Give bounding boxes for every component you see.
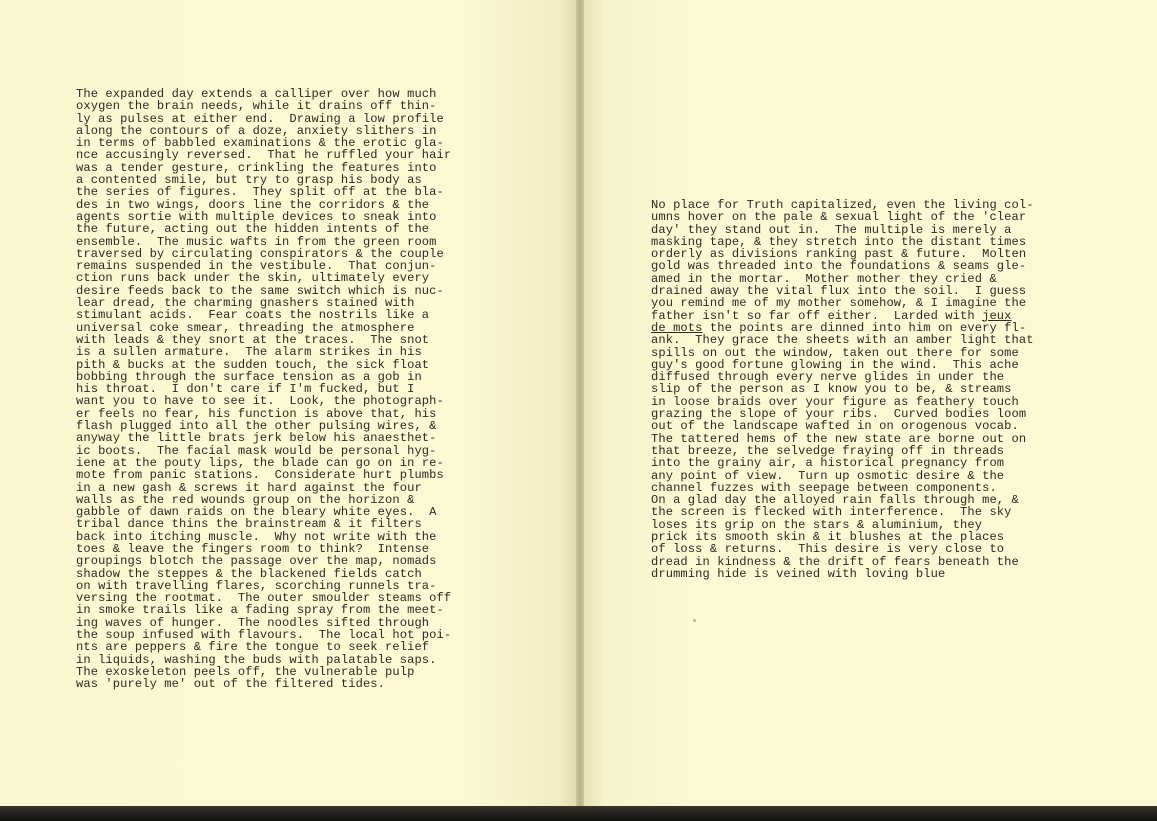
right-page: [582, 0, 1157, 808]
right-text-before: No place for Truth capitalized, even the living col- umns hover on the pale & sexual light of the 'clear day' they stand out in. The multiple is merely a masking tape, & they stretch into the distant times orderly as divisions ranking past & future. Molten gold was threaded into the foundations & seams gle- amed in the mortar. Mother mother they cried & drained away the vital flux into the soil. I guess you remind me of my mother somehow, & I imagine the: [651, 198, 1034, 311]
underlined-phrase-jeux: jeux: [982, 308, 1012, 323]
left-page-text: The expanded day extends a calliper over how much oxygen the brain needs, while it drains off thin- ly as pulses at either end. Drawing a low profile along the contours of a doze, anxiety slithers in in terms of babbled examinations & the erotic gla- nce accusingly reversed. That he ruffled your hair was a tender gesture, crinkling the features into a contented smile, but try to grasp his body as the series of figures. They split off at the bla- des in two wings, doors line the corridors & the agents sortie with multiple devices to sneak into the future, acting out the hidden intents of the ensemble. The music wafts in from the green room traversed by circulating conspirators & the couple remains suspended in the vestibule. That conjun- ction runs back under the skin, ultimately every desire feeds back to the same switch which is nuc- lear dread, the charming gnashers stained with stimulant acids. Fear coats the nostrils like a universal coke smear, threading the atmosphere with leads & they snort at the traces. The snot is a sullen armature. The alarm strikes in his pith & bucks at the sudden touch, the sick float bobbing through the surface tension as a gob in his throat. I don't care if I'm fucked, but I want you to have to see it. Look, the photograph- er feels no fear, his function is above that, his flash plugged into all the other pulsing wires, & anyway the little brats jerk below his anaesthet- ic boots. The facial mask would be personal hyg- iene at the pouty lips, the blade can go on in re- mote from panic stations. Considerate hurt plumbs in a new gash & screws it hard against the four walls as the red wounds group on the horizon & gabble of dawn raids on the bleary white eyes. A tribal dance thins the brainstream & it filters back into itching muscle. Why not write with the toes & leave the fingers room to think? Intense groupings blotch the passage over the map, nomads shadow the steppes & the blackened fields catch on with travelling flares, scorching runnels tra- versing the rootmat. The outer smoulder steams off in smoke trails like a fading spray from the meet- ing waves of hunger. The noodles sifted through the soup infused with flavours. The local hot poi- nts are peppers & fire the tongue to seek relief in liquids, washing the buds with palatable saps. The exoskeleton peels off, the vulnerable pulp was 'purely me' out of the filtered tides.: [76, 87, 452, 692]
bottom-edge-shadow: [0, 806, 1157, 821]
right-text-split-b: the points are dinned into him on every fl-: [702, 320, 1027, 335]
underlined-phrase-de-mots: de mots: [651, 320, 703, 335]
right-page-text: [651, 199, 1034, 580]
left-page: [0, 0, 579, 808]
paper-speck: [693, 619, 696, 622]
right-text-after: ank. They grace the sheets with an amber light that spills on out the window, taken out there for some guy's good fortune glowing in the wind. This ache diffused through every nerve glides in under the slip of the person as I know you to be, & streams in loose braids over your figure as feathery touch grazing the slope of your ribs. Curved bodies loom out of the landscape wafted in on orogenous vocab. The tattered hems of the new state are borne out on that breeze, the selvedge fraying off in threads into the grainy air, a historical pregnancy from any point of view. Turn up osmotic desire & the channel fuzzes with seepage between components. On a glad day the alloyed rain falls through me, & the screen is flecked with interference. The sky loses its grip on the stars & aluminium, they prick its smooth skin & it blushes at the places of loss & returns. This desire is very close to dread in kindness & the drift of fears beneath the drumming hide is veined with loving blue: [651, 333, 1034, 581]
right-text-split-a: father isn't so far off either. Larded with: [651, 308, 983, 323]
book-gutter: [576, 0, 584, 808]
